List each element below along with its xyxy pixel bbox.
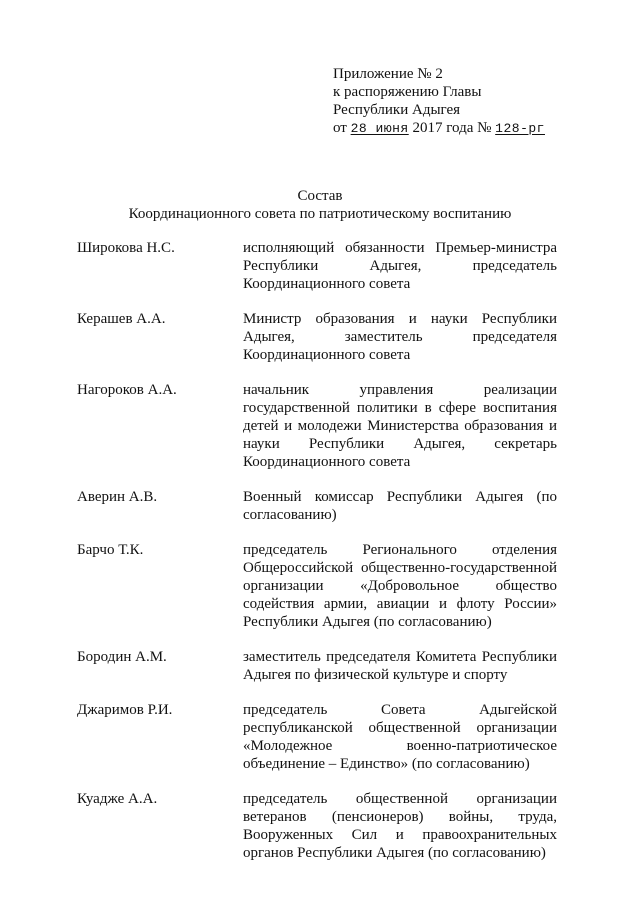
- member-role: [243, 239, 557, 293]
- member-role-line: начальник управления реализации: [243, 382, 557, 398]
- member-role-line: исполняющий обязанности Премьер-министра: [243, 240, 557, 256]
- member-name: Куадже А.А.: [77, 791, 158, 807]
- member-name: Широкова Н.С.: [77, 240, 175, 256]
- member-name: Барчо Т.К.: [77, 542, 144, 558]
- member-role: [243, 381, 557, 471]
- member-role: [243, 790, 557, 862]
- appendix-republic: Республики Адыгея: [333, 102, 461, 118]
- date-prefix: от: [333, 120, 347, 136]
- member-role-line: науки Республики Адыгея, секретарь: [243, 436, 557, 452]
- appendix-number: Приложение № 2: [333, 66, 443, 82]
- member-role-line: республиканской общественной организации: [243, 720, 557, 736]
- member-role-line: председатель общественной организации: [243, 791, 557, 807]
- member-role-line: председатель Совета Адыгейской: [243, 702, 557, 718]
- member-role-line: Координационного совета: [243, 347, 411, 363]
- member-name: Керашев А.А.: [77, 311, 166, 327]
- title-heading: Состав: [297, 188, 343, 204]
- member-role-line: Военный комиссар Республики Адыгея (по: [243, 489, 557, 505]
- member-name: Джаримов Р.И.: [77, 702, 173, 718]
- appendix-order-reference: к распоряжению Главы: [333, 84, 482, 100]
- member-row: [77, 541, 557, 631]
- member-role-line: согласованию): [243, 507, 337, 523]
- document-title: [0, 187, 640, 223]
- member-role-line: Республики Адыгея (по согласованию): [243, 614, 492, 630]
- member-role-line: объединение – Единство» (по согласованию): [243, 756, 530, 772]
- member-role-line: Министр образования и науки Республики: [243, 311, 557, 327]
- appendix-header: [333, 65, 545, 138]
- member-row: [77, 239, 557, 293]
- order-number: 128-рг: [495, 121, 545, 136]
- member-row: [77, 488, 557, 524]
- member-name: Нагороков А.А.: [77, 382, 177, 398]
- member-role: [243, 648, 557, 684]
- member-name: Аверин А.В.: [77, 489, 158, 505]
- member-role-line: детей и молодежи Министерства образования и: [243, 418, 557, 434]
- member-row: [77, 381, 557, 471]
- members-list: [77, 239, 557, 862]
- member-row: [77, 701, 557, 773]
- member-row: [77, 310, 557, 364]
- member-role-line: Адыгея по физической культуре и спорту: [243, 667, 508, 683]
- member-role-line: организации «Добровольное общество: [243, 578, 557, 594]
- member-role-line: органов Республики Адыгея (по согласованию): [243, 845, 546, 861]
- member-role: [243, 541, 557, 631]
- title-subheading: Координационного совета по патриотическому воспитанию: [128, 206, 512, 222]
- member-role-line: государственной политики в сфере воспитания: [243, 400, 557, 416]
- member-role-line: Вооруженных Сил и правоохранительных: [243, 827, 557, 843]
- member-role-line: ветеранов (пенсионеров) войны, труда,: [243, 809, 557, 825]
- member-role-line: заместитель председателя Комитета Республики: [243, 649, 557, 665]
- member-role: [243, 310, 557, 364]
- member-role: [243, 488, 557, 524]
- member-role-line: Координационного совета: [243, 276, 411, 292]
- date-year: 2017 года №: [412, 120, 492, 136]
- member-name: Бородин А.М.: [77, 649, 167, 665]
- member-role-line: содействия армии, авиации и флоту России»: [243, 596, 557, 612]
- member-role-line: «Молодежное военно-патриотическое: [243, 738, 557, 754]
- member-role-line: Координационного совета: [243, 454, 411, 470]
- member-role-line: Адыгея, заместитель председателя: [243, 329, 557, 345]
- member-role-line: Республики Адыгея, председатель: [243, 258, 557, 274]
- member-row: [77, 790, 557, 862]
- member-role-line: председатель Регионального отделения: [243, 542, 557, 558]
- appendix-date-line: [333, 119, 545, 138]
- member-role-line: Общероссийской общественно-государственной: [243, 560, 557, 576]
- member-role: [243, 701, 557, 773]
- member-row: [77, 648, 557, 684]
- date-value: 28 июня: [350, 121, 409, 136]
